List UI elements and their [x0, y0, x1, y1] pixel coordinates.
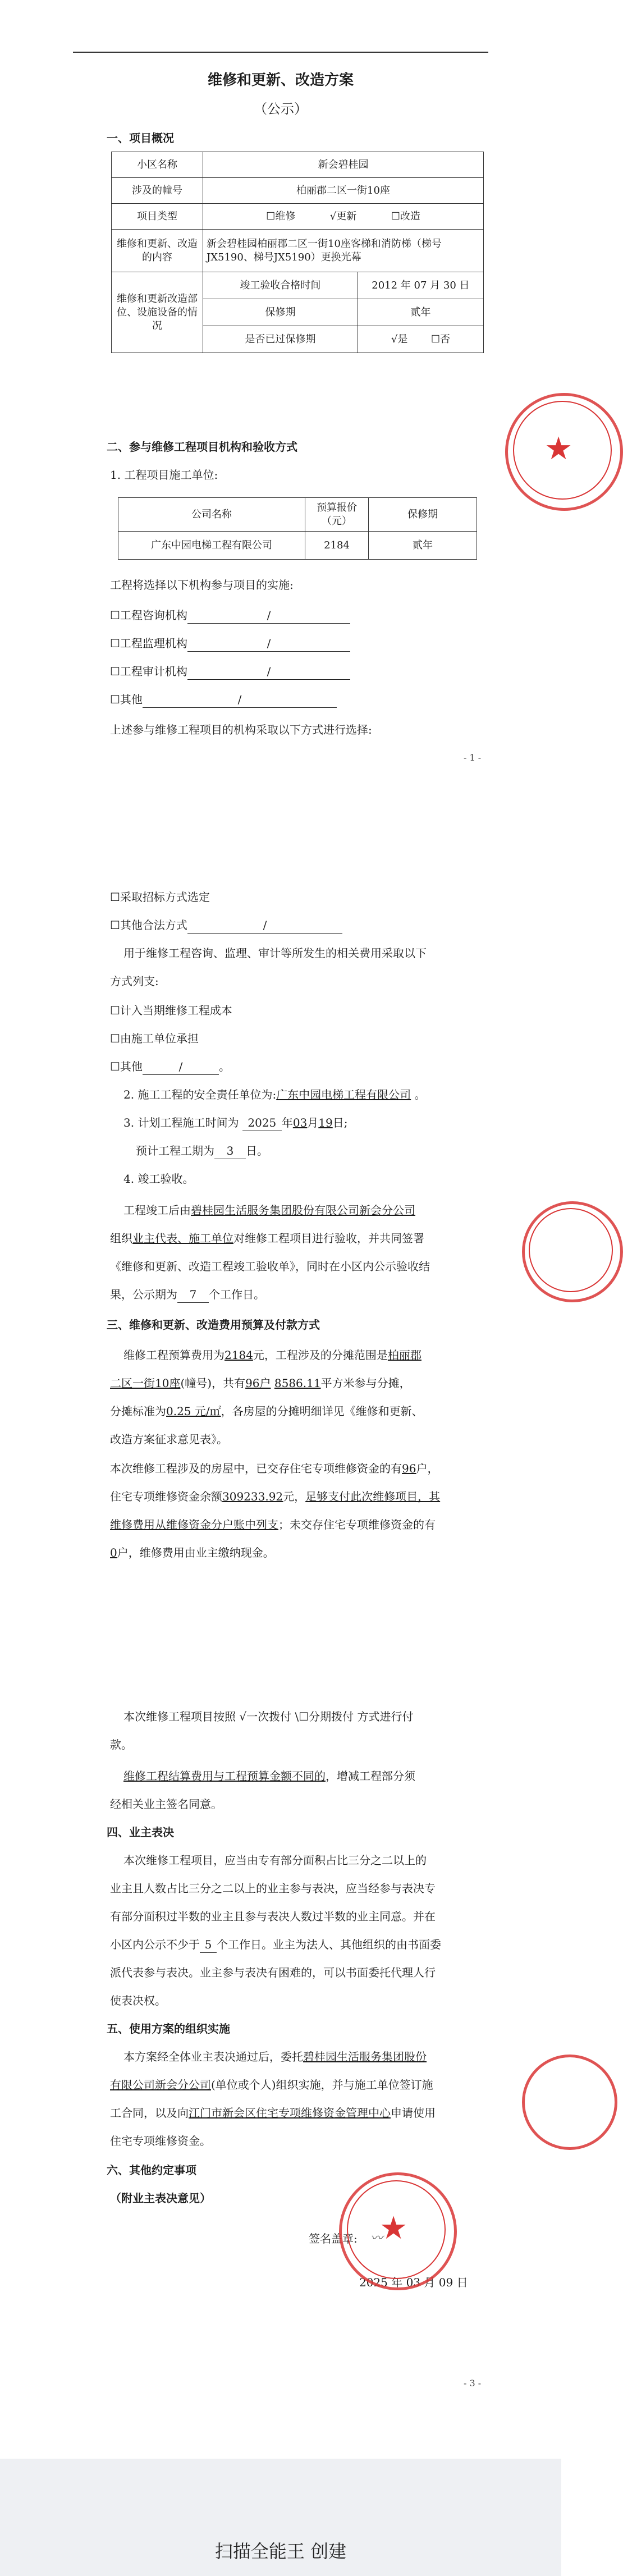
acceptance-line-3: 《维修和更新、改造工程竣工验收单》，同时在小区内公示验收结	[110, 1260, 430, 1273]
payment-line-2: 款。	[110, 1738, 132, 1751]
fee-option-3-value: /	[143, 1059, 219, 1075]
budget-line-3: 分摊标准为0.25 元/㎡，各房屋的分摊明细详见《维修和更新、	[110, 1404, 423, 1418]
section-2-heading: 二、参与维修工程项目机构和验收方式	[107, 440, 297, 454]
section-1-heading: 一、项目概况	[107, 131, 174, 145]
org-audit: ☐工程审计机构 /	[110, 664, 350, 680]
official-seal-2-ring	[529, 1208, 613, 1292]
impl-line-4: 住宅专项维修资金。	[110, 2134, 211, 2148]
fee-option-2: ☐由施工单位承担	[110, 1032, 199, 1045]
vote-line-3: 有部分面积过半数的业主且参与表决人数过半数的业主同意。并在	[110, 1910, 436, 1923]
company-name: 广东中园电梯工程有限公司	[118, 532, 305, 560]
bid-option: ☐采取招标方式选定	[110, 890, 210, 904]
impl-line-1: 本方案经全体业主表决通过后，委托碧桂园生活服务集团股份	[123, 2050, 427, 2063]
page-2	[0, 808, 561, 1650]
sign-date: 2025 年 03 月 09 日	[359, 2276, 468, 2289]
type-option-renovate: ☐改造	[391, 210, 420, 222]
seal-star-icon: ★	[544, 431, 573, 467]
org-consult: ☐工程咨询机构 /	[110, 607, 350, 624]
item-2-line: 2. 施工工程的安全责任单位为:广东中园电梯工程有限公司 。	[123, 1088, 426, 1101]
col-price: 预算报价（元）	[305, 498, 369, 532]
section-6-heading: 六、其他约定事项	[107, 2163, 196, 2177]
budget-line-1: 维修工程预算费用为2184元，工程涉及的分摊范围是柏丽郡	[123, 1348, 422, 1362]
org-other: ☐其他 /	[110, 692, 337, 708]
fee-option-1: ☐计入当期维修工程成本	[110, 1004, 232, 1017]
plan-days: 3	[214, 1143, 246, 1159]
start-month: 03	[292, 1116, 308, 1129]
impl-org: 碧桂园生活服务集团股份	[303, 2050, 427, 2063]
budget-line-4: 改造方案征求意见表》。	[110, 1433, 228, 1446]
content-label: 维修和更新、改造的内容	[112, 230, 203, 272]
publicity-days: 7	[177, 1287, 209, 1303]
company-warranty: 贰年	[369, 532, 477, 560]
impl-line-2: 有限公司新会分公司(单位或个人)组织实施，并与施工单位签订施	[110, 2078, 433, 2092]
project-overview-table	[111, 152, 484, 353]
company-price: 2184	[305, 532, 369, 560]
acceptance-line-4: 果，公示期为 7 个工作日。	[110, 1287, 265, 1303]
page-number-3: - 3 -	[464, 2378, 482, 2389]
household-count: 96户	[245, 1376, 271, 1390]
vote-line-6: 使表决权。	[110, 1994, 166, 2007]
item-3-line: 3. 计划工程施工时间为 2025 年03月19日;	[123, 1115, 347, 1131]
overdue-options	[358, 326, 483, 353]
parts-label: 维修和更新改造部位、设施设备的情况	[112, 272, 203, 353]
safety-unit: 广东中园电梯工程有限公司	[276, 1088, 411, 1101]
shared-area: 8586.11	[274, 1376, 321, 1390]
payment-line-1: 本次维修工程项目按照 √一次拨付 \☐分期拨付 方式进行付	[123, 1710, 414, 1723]
vote-publicity-days: 5	[200, 1937, 217, 1953]
item-1-text: 1. 工程项目施工单位:	[110, 468, 218, 482]
fund-line-2: 住宅专项维修资金余额309233.92元，足够支付此次维修项目，其	[110, 1490, 441, 1503]
budget-scope: 二区一街10座	[110, 1376, 181, 1390]
doc-subtitle: （公示）	[254, 101, 308, 117]
overdue-no: ☐否	[430, 333, 450, 345]
org-supervise-value: /	[187, 635, 350, 652]
fund-balance: 309233.92	[222, 1490, 283, 1503]
community-value: 新会碧桂园	[203, 152, 484, 178]
orgs-intro: 工程将选择以下机构参与项目的实施:	[110, 578, 294, 592]
fee-line-1: 用于维修工程咨询、监理、审计等所发生的相关费用采取以下	[123, 946, 427, 960]
vote-line-4: 小区内公示不少于 5 个工作日。业主为法人、其他组织的由书面委	[110, 1937, 441, 1953]
unpaid-households: 0	[110, 1546, 117, 1559]
accept-label: 竣工验收合格时间	[203, 272, 358, 299]
top-rule	[73, 52, 488, 53]
org-supervise: ☐工程监理机构 /	[110, 635, 350, 652]
warranty-label: 保修期	[203, 299, 358, 326]
overdue-label: 是否已过保修期	[203, 326, 358, 353]
plan-line: 预计工程工期为 3 日。	[136, 1143, 268, 1159]
col-company: 公司名称	[118, 498, 305, 532]
type-option-repair: ☐维修	[266, 210, 296, 222]
other-method-value: /	[187, 917, 342, 934]
start-day: 19	[318, 1116, 333, 1129]
section-5-heading: 五、使用方案的组织实施	[107, 2022, 230, 2035]
type-options	[203, 204, 484, 230]
vote-line-2: 业主且人数占比三分之二以上的业主参与表决，应当经参与表决专	[110, 1882, 436, 1895]
accept-value: 2012 年 07 月 30 日	[358, 272, 483, 299]
other-method: ☐其他合法方式 /	[110, 917, 342, 934]
vote-line-1: 本次维修工程项目，应当由专有部分面积占比三分之二以上的	[123, 1854, 427, 1867]
acceptance-line-2: 组织业主代表、施工单位对维修工程项目进行验收，并共同签署	[110, 1232, 424, 1245]
warranty-value: 贰年	[358, 299, 483, 326]
content-value: 新会碧桂园柏丽郡二区一街10座客梯和消防梯（梯号JX5190、梯号JX5190）更换光幕	[203, 230, 484, 272]
official-seal-3	[522, 2055, 617, 2150]
page-3	[0, 1650, 561, 2459]
selection-line: 上述参与维修工程项目的机构采取以下方式进行选择:	[110, 723, 372, 736]
org-audit-value: /	[187, 664, 350, 680]
vote-line-5: 派代表参与表决。业主参与表决有困难的，可以书面委托代理人行	[110, 1966, 436, 1979]
building-label: 涉及的幢号	[112, 178, 203, 204]
section-4-heading: 四、业主表决	[107, 1825, 174, 1839]
type-label: 项目类型	[112, 204, 203, 230]
fund-center: 江门市新会区住宅专项维修资金管理中心	[189, 2106, 391, 2120]
col-warranty: 保修期	[369, 498, 477, 532]
org-consult-value: /	[187, 607, 350, 624]
budget-line-2: 二区一街10座(幢号)，共有96户 8586.11平方米参与分摊，	[110, 1376, 411, 1390]
item-4-line: 4. 竣工验收。	[123, 1172, 194, 1186]
start-year: 2025	[242, 1115, 282, 1131]
budget-amount: 2184	[225, 1348, 253, 1362]
acceptance-parties: 业主代表、施工单位	[132, 1232, 233, 1245]
fee-line-2: 方式列支:	[110, 974, 159, 988]
page-1	[0, 0, 573, 808]
diff-line-2: 经相关业主签名同意。	[110, 1797, 222, 1811]
type-option-update: √更新	[329, 210, 357, 222]
acceptance-line-1: 工程竣工后由碧桂园生活服务集团股份有限公司新会分公司	[123, 1204, 415, 1217]
fund-line-4: 0户，维修费用由业主缴纳现金。	[110, 1546, 274, 1559]
overdue-yes: √是	[391, 333, 408, 345]
scanner-watermark: 扫描全能王 创建	[214, 2541, 347, 2562]
company-seal-star-icon: ★	[379, 2210, 408, 2246]
org-other-value: /	[143, 692, 337, 708]
building-value: 柏丽郡二区一街10座	[203, 178, 484, 204]
contractor-table	[118, 497, 477, 560]
handwritten-signature: 〰	[370, 2231, 383, 2245]
community-label: 小区名称	[112, 152, 203, 178]
diff-line-1: 维修工程结算费用与工程预算金额不同的，增减工程部分须	[123, 1769, 415, 1783]
impl-line-3: 工合同，以及向江门市新会区住宅专项维修资金管理中心申请使用	[110, 2106, 436, 2120]
share-standard: 0.25 元/㎡	[166, 1404, 221, 1418]
fee-option-3: ☐其他 / 。	[110, 1059, 230, 1075]
acceptance-org: 碧桂园生活服务集团股份有限公司新会分公司	[191, 1204, 415, 1217]
fund-line-1: 本次维修工程涉及的房屋中，已交存住宅专项维修资金的有96户，	[110, 1462, 439, 1475]
fund-line-3: 维修费用从维修资金分户账中列支；未交存住宅专项维修资金的有	[110, 1518, 436, 1531]
section-3-heading: 三、维修和更新、改造费用预算及付款方式	[107, 1318, 320, 1332]
doc-title: 维修和更新、改造方案	[207, 72, 354, 89]
signature-label: 签名盖章:	[309, 2232, 358, 2245]
attachment-note: （附业主表决意见）	[110, 2191, 211, 2205]
paid-households: 96	[402, 1462, 416, 1475]
page-number-1: - 1 -	[464, 752, 482, 763]
